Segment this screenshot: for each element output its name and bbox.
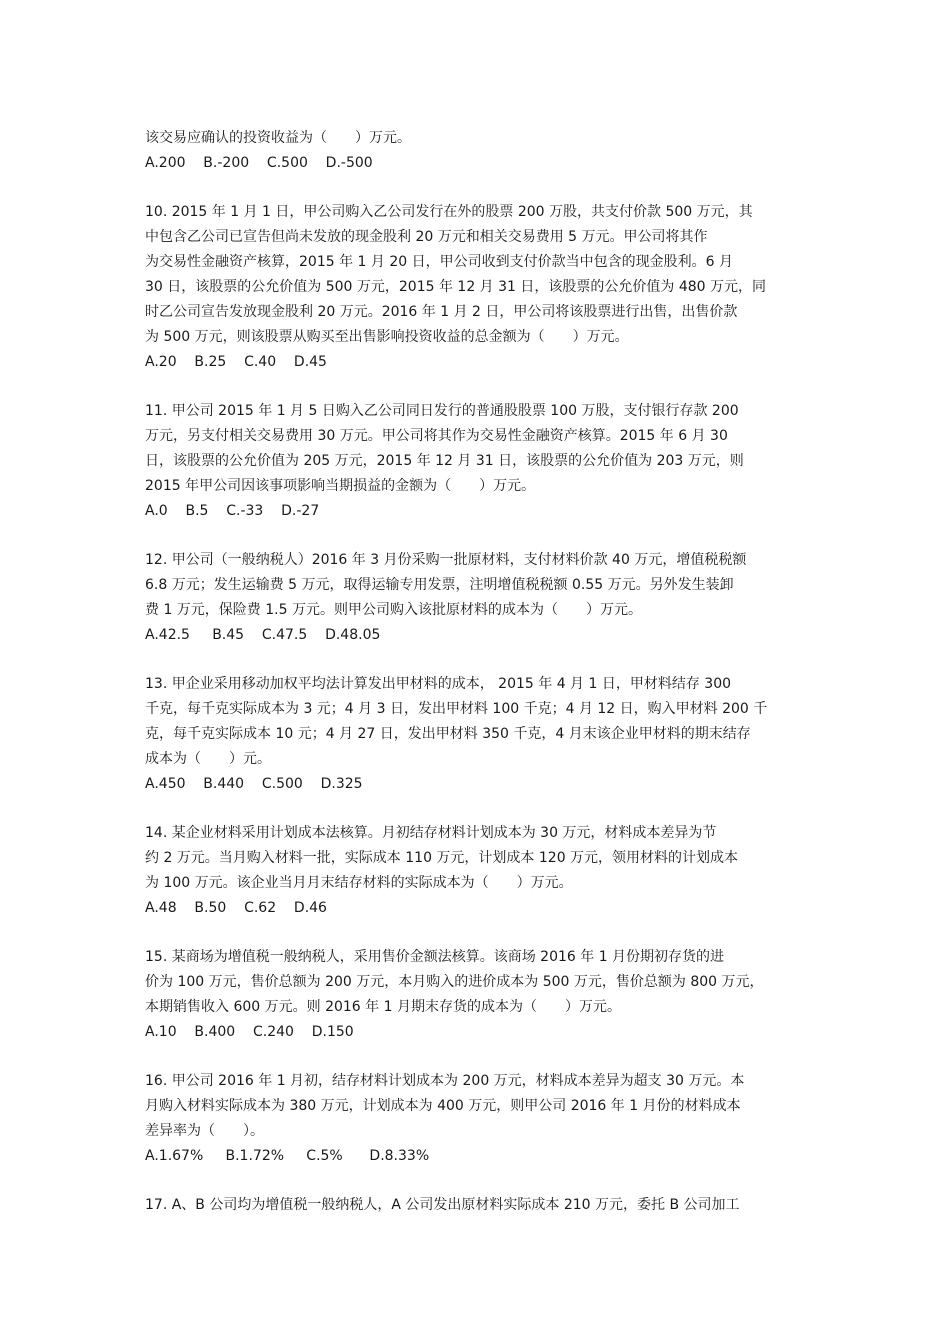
question-line: 15. 某商场为增值税一般纳税人，采用售价金额法核算。该商场 2016 年 1 月份期初存货的进 (145, 949, 725, 965)
question-line: 克，每千克实际成本 10 元；4 月 27 日，发出甲材料 350 千克，4 月末该企业甲材料的期末结存 (145, 726, 751, 742)
question-15 (145, 945, 815, 1045)
question-line: 12. 甲公司（一般纳税人）2016 年 3 月份采购一批原材料，支付材料价款 40 万元，增值税税额 (145, 552, 747, 568)
question-line: 时乙公司宣告发放现金股利 20 万元。2016 年 1 月 2 日，甲公司将该股票进行出售，出售价款 (145, 304, 738, 320)
question-9-tail (145, 126, 815, 176)
question-12 (145, 548, 815, 648)
question-line: 千克，每千克实际成本为 3 元；4 月 3 日，发出甲材料 100 千克；4 月 12 日，购入甲材料 200 千 (145, 701, 768, 717)
question-line: 价为 100 万元，售价总额为 200 万元，本月购入的进价成本为 500 万元，售价总额为 800 万元， (145, 974, 764, 990)
answer-options: A.450 B.440 C.500 D.325 (145, 776, 363, 792)
question-line: 本期销售收入 600 万元。则 2016 年 1 月期末存货的成本为（ ）万元。 (145, 999, 621, 1015)
question-line: 约 2 万元。当月购入材料一批，实际成本 110 万元，计划成本 120 万元，领用材料的计划成本 (145, 850, 739, 866)
question-line: 30 日，该股票的公允价值为 500 万元，2015 年 12 月 31 日，该股票的公允价值为 480 万元，同 (145, 279, 767, 295)
question-line: 为 100 万元。该企业当月月末结存材料的实际成本为（ ）万元。 (145, 875, 573, 891)
question-line: 6.8 万元；发生运输费 5 万元，取得运输专用发票，注明增值税税额 0.55 万元。另外发生装卸 (145, 577, 734, 593)
answer-options: A.48 B.50 C.62 D.46 (145, 900, 327, 916)
question-13 (145, 672, 815, 797)
question-16 (145, 1069, 815, 1169)
question-17 (145, 1193, 815, 1218)
question-line: 17. A、B 公司均为增值税一般纳税人，A 公司发出原材料实际成本 210 万元，委托 B 公司加工 (145, 1197, 740, 1213)
question-line: 差异率为（ ）。 (145, 1123, 264, 1139)
question-line: 万元，另支付相关交易费用 30 万元。甲公司将其作为交易性金融资产核算。2015 年 6 月 30 (145, 428, 728, 444)
question-14 (145, 821, 815, 921)
question-10 (145, 200, 815, 375)
question-line: 11. 甲公司 2015 年 1 月 5 日购入乙公司同日发行的普通股股票 100 万股，支付银行存款 200 (145, 403, 739, 419)
question-line: 为交易性金融资产核算，2015 年 1 月 20 日，甲公司收到支付价款当中包含的现金股利。6 月 (145, 254, 733, 270)
document-page (145, 126, 815, 1218)
answer-options: A.200 B.-200 C.500 D.-500 (145, 155, 373, 171)
question-line: 成本为（ ）元。 (145, 751, 271, 767)
question-line: 日，该股票的公允价值为 205 万元，2015 年 12 月 31 日，该股票的公允价值为 203 万元，则 (145, 453, 744, 469)
question-line: 费 1 万元，保险费 1.5 万元。则甲公司购入该批原材料的成本为（ ）万元。 (145, 602, 642, 618)
question-line: 16. 甲公司 2016 年 1 月初，结存材料计划成本为 200 万元，材料成本差异为超支 30 万元。本 (145, 1073, 745, 1089)
question-line: 13. 甲企业采用移动加权平均法计算发出甲材料的成本， 2015 年 4 月 1 日，甲材料结存 300 (145, 676, 732, 692)
question-11 (145, 399, 815, 524)
answer-options: A.20 B.25 C.40 D.45 (145, 354, 327, 370)
question-line: 10. 2015 年 1 月 1 日，甲公司购入乙公司发行在外的股票 200 万股，共支付价款 500 万元，其 (145, 204, 753, 220)
question-line: 2015 年甲公司因该事项影响当期损益的金额为（ ）万元。 (145, 478, 536, 494)
question-line: 14. 某企业材料采用计划成本法核算。月初结存材料计划成本为 30 万元，材料成本差异为节 (145, 825, 717, 841)
answer-options: A.10 B.400 C.240 D.150 (145, 1024, 354, 1040)
answer-options: A.0 B.5 C.-33 D.-27 (145, 503, 320, 519)
question-line: 该交易应确认的投资收益为（ ）万元。 (145, 130, 411, 146)
answer-options: A.42.5 B.45 C.47.5 D.48.05 (145, 627, 381, 643)
question-line: 中包含乙公司已宣告但尚未发放的现金股利 20 万元和相关交易费用 5 万元。甲公司将其作 (145, 229, 708, 245)
question-line: 为 500 万元，则该股票从购买至出售影响投资收益的总金额为（ ）万元。 (145, 329, 629, 345)
answer-options: A.1.67% B.1.72% C.5% D.8.33% (145, 1148, 430, 1164)
question-line: 月购入材料实际成本为 380 万元，计划成本为 400 万元，则甲公司 2016 年 1 月份的材料成本 (145, 1098, 741, 1114)
